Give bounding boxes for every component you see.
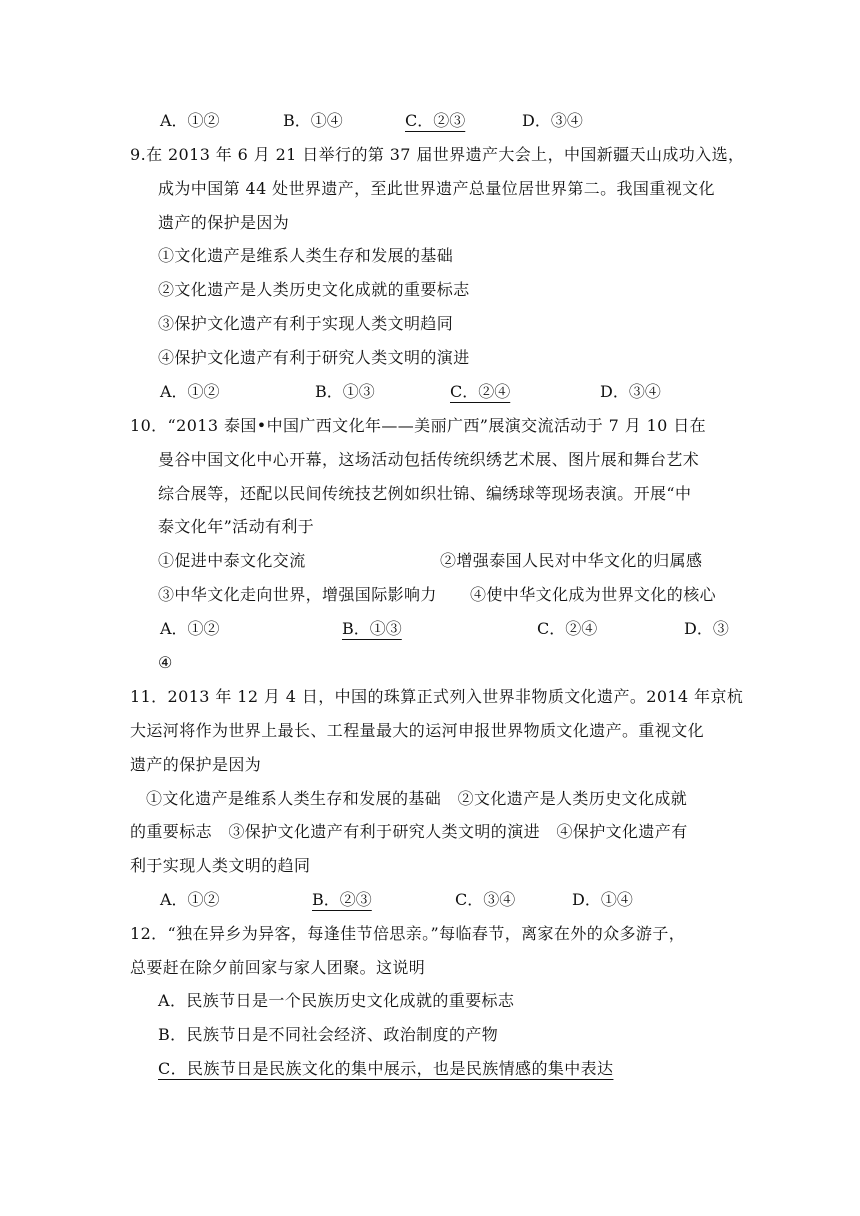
statement-4: ④保护文化遗产有利于研究人类文明的演进 — [158, 348, 470, 367]
question-9-stem-line: 9.在 2013 年 6 月 21 日举行的第 37 届世界遗产大会上，中国新疆天山成功入选， — [130, 145, 745, 164]
statement-1: ①促进中泰文化交流 — [158, 551, 306, 570]
question-11-stem-line: 11．2013 年 12 月 4 日，中国的珠算正式列入世界非物质文化遗产。2014 年京杭 — [130, 687, 744, 706]
question-10-stem-line: 泰文化年”活动有利于 — [158, 517, 315, 536]
option-a: A．①② — [160, 619, 220, 638]
option-a: A．民族节日是一个民族历史文化成就的重要标志 — [158, 991, 515, 1010]
option-d: D．③④ — [522, 111, 583, 130]
statement-1: ①文化遗产是维系人类生存和发展的基础 — [158, 246, 454, 265]
option-b-answer: B．②③ — [312, 890, 372, 909]
question-9-stem-line: 遗产的保护是因为 — [158, 213, 290, 232]
option-d: D．③④ — [600, 382, 661, 401]
question-11-statements-line: 的重要标志 ③保护文化遗产有利于研究人类文明的演进 ④保护文化遗产有 — [130, 822, 688, 841]
question-11-statements-line: 利于实现人类文明的趋同 — [130, 856, 311, 875]
option-a: A．①② — [160, 890, 220, 909]
option-c-answer: C．民族节日是民族文化的集中展示，也是民族情感的集中表达 — [158, 1059, 614, 1078]
option-b: B．①④ — [283, 111, 343, 130]
question-12-stem-line: 总要赶在除夕前回家与家人团聚。这说明 — [130, 958, 426, 977]
option-c: C．③④ — [455, 890, 516, 909]
question-11-statements-line: ①文化遗产是维系人类生存和发展的基础 ②文化遗产是人类历史文化成就 — [146, 789, 688, 808]
question-11-stem-line: 大运河将作为世界上最长、工程量最大的运河申报世界物质文化遗产。重视文化 — [130, 721, 705, 740]
option-c: C．②④ — [537, 619, 598, 638]
statement-3: ③中华文化走向世界，增强国际影响力 — [158, 585, 437, 604]
question-10-stem-line: 曼谷中国文化中心开幕，这场活动包括传统织绣艺术展、图片展和舞台艺术 — [158, 450, 700, 469]
question-9-stem-line: 成为中国第 44 处世界遗产，至此世界遗产总量位居世界第二。我国重视文化 — [158, 179, 715, 198]
option-a: A．①② — [160, 382, 220, 401]
option-c-answer: C．②③ — [405, 111, 466, 130]
option-b: B．民族节日是不同社会经济、政治制度的产物 — [158, 1025, 499, 1044]
statement-2: ②文化遗产是人类历史文化成就的重要标志 — [158, 280, 470, 299]
option-b-answer: B．①③ — [342, 619, 402, 638]
statement-2: ②增强泰国人民对中华文化的归属感 — [440, 551, 703, 570]
statement-3: ③保护文化遗产有利于实现人类文明趋同 — [158, 314, 454, 333]
question-12-stem-line: 12．“独在异乡为异客，每逢佳节倍思亲。”每临春节，离家在外的众多游子， — [130, 924, 686, 943]
option-d-continued: ④ — [158, 653, 173, 672]
question-10-stem-line: 综合展等，还配以民间传统技艺例如织壮锦、编绣球等现场表演。开展“中 — [158, 484, 692, 503]
question-11-stem-line: 遗产的保护是因为 — [130, 755, 262, 774]
option-d: D．③ — [684, 619, 729, 638]
option-a: A．①② — [160, 111, 220, 130]
option-d: D．①④ — [572, 890, 633, 909]
question-10-stem-line: 10．“2013 泰国•中国广西文化年——美丽广西”展演交流活动于 7 月 10 日在 — [130, 416, 707, 435]
option-b: B．①③ — [315, 382, 375, 401]
option-c-answer: C．②④ — [450, 382, 511, 401]
statement-4: ④使中华文化成为世界文化的核心 — [470, 585, 717, 604]
